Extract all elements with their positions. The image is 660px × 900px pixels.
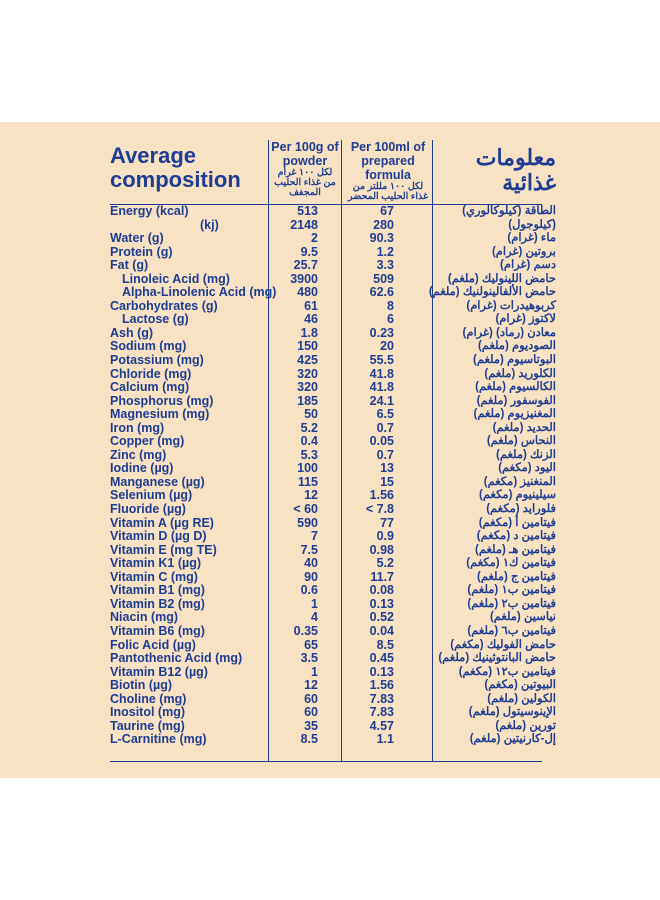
value-per-100ml: 7.83 bbox=[369, 705, 394, 720]
value-per-100ml: 509 bbox=[373, 271, 394, 286]
value-per-100g: 5.3 bbox=[300, 447, 318, 462]
nutrient-label: Vitamin K1 (µg) bbox=[110, 556, 202, 571]
value-per-100g: 1 bbox=[311, 664, 318, 679]
column-header-per-100g-ar: لكل ١٠٠ غرام من غذاء الحليب المجفف bbox=[274, 167, 336, 198]
nutrient-label: Linoleic Acid (mg) bbox=[122, 271, 230, 286]
value-per-100g: 25.7 bbox=[293, 258, 318, 273]
value-per-100ml: 0.45 bbox=[369, 651, 394, 666]
value-per-100ml: 4.57 bbox=[369, 718, 394, 733]
value-per-100ml: 1.1 bbox=[376, 732, 394, 747]
nutrient-label-arabic: المنغنيز (مكغم) bbox=[483, 475, 556, 488]
nutrient-label-arabic: دسم (غرام) bbox=[500, 259, 556, 272]
nutrient-label: Sodium (mg) bbox=[110, 339, 187, 354]
nutrient-label: Niacin (mg) bbox=[110, 610, 179, 625]
nutrient-label: Vitamin B6 (mg) bbox=[110, 623, 205, 638]
nutrient-label-arabic: بروتين (غرام) bbox=[491, 245, 556, 258]
table-row bbox=[0, 219, 660, 233]
value-per-100g: 2148 bbox=[290, 217, 318, 232]
value-per-100ml: 8.5 bbox=[376, 637, 394, 652]
nutrient-label-arabic: فيتامين أ (مكغم) bbox=[478, 516, 556, 529]
nutrient-label-arabic: ماء (غرام) bbox=[507, 232, 556, 245]
nutrient-label-arabic: الزنك (ملغم) bbox=[496, 448, 556, 461]
nutrient-label: Selenium (µg) bbox=[110, 488, 193, 503]
nutrient-label: Folic Acid (µg) bbox=[110, 637, 196, 652]
value-per-100g: 8.5 bbox=[300, 732, 318, 747]
table-row bbox=[0, 666, 660, 680]
table-row bbox=[0, 530, 660, 544]
nutrient-label: Manganese (µg) bbox=[110, 474, 205, 489]
nutrition-table bbox=[0, 205, 660, 747]
nutrient-label-arabic: الصوديوم (ملغم) bbox=[477, 340, 556, 353]
nutrient-label-arabic: الإينوسيتول (ملغم) bbox=[468, 706, 556, 719]
value-per-100g: 150 bbox=[297, 339, 318, 354]
nutrient-label-arabic: فيتامين د (مكغم) bbox=[476, 530, 556, 543]
nutrient-label-arabic: حامض اللينوليك (ملغم) bbox=[447, 272, 556, 285]
value-per-100g: 2 bbox=[311, 231, 318, 246]
table-row bbox=[0, 381, 660, 395]
value-per-100ml: 280 bbox=[373, 217, 394, 232]
table-row bbox=[0, 259, 660, 273]
table-row bbox=[0, 557, 660, 571]
value-per-100ml: 7.83 bbox=[369, 691, 394, 706]
value-per-100ml: 0.04 bbox=[369, 623, 394, 638]
nutrient-label-arabic: الحديد (ملغم) bbox=[492, 421, 556, 434]
table-row bbox=[0, 340, 660, 354]
nutrient-label: Alpha-Linolenic Acid (mg) bbox=[122, 285, 277, 300]
nutrient-label-arabic: الكلوريد (ملغم) bbox=[484, 367, 556, 380]
column-header-per-100ml bbox=[343, 140, 433, 202]
value-per-100ml: 62.6 bbox=[369, 285, 394, 300]
value-per-100ml: 67 bbox=[380, 204, 394, 218]
title-arabic: معلومات غذائية bbox=[475, 145, 556, 195]
nutrient-label-arabic: سيلينيوم (مكغم) bbox=[479, 489, 556, 502]
nutrient-label-arabic: تورين (ملغم) bbox=[495, 719, 556, 732]
value-per-100g: 480 bbox=[297, 285, 318, 300]
table-row bbox=[0, 354, 660, 368]
value-per-100g: 0.35 bbox=[293, 623, 318, 638]
value-per-100g: 320 bbox=[297, 366, 318, 381]
nutrient-label-arabic: النحاس (ملغم) bbox=[486, 435, 556, 448]
table-row bbox=[0, 300, 660, 314]
nutrient-label: Fluoride (µg) bbox=[110, 502, 186, 517]
nutrient-label: Protein (g) bbox=[110, 244, 173, 259]
value-per-100g: 61 bbox=[304, 298, 318, 313]
table-row bbox=[0, 246, 660, 260]
nutrient-label-arabic: اليود (مكغم) bbox=[498, 462, 556, 475]
nutrient-label-arabic: البيوتين (مكغم) bbox=[484, 679, 556, 692]
nutrient-label-arabic: فيتامين ب١ (ملغم) bbox=[467, 584, 556, 597]
value-per-100g: 12 bbox=[304, 678, 318, 693]
value-per-100ml: 41.8 bbox=[369, 380, 394, 395]
table-row bbox=[0, 652, 660, 666]
nutrient-label: Vitamin D (µg D) bbox=[110, 529, 207, 544]
value-per-100ml: 1.2 bbox=[376, 244, 394, 259]
nutrient-label-arabic: فيتامين ب٢ (ملغم) bbox=[467, 597, 556, 610]
table-row bbox=[0, 286, 660, 300]
value-per-100g: 115 bbox=[297, 474, 318, 489]
table-row bbox=[0, 679, 660, 693]
table-row bbox=[0, 611, 660, 625]
nutrient-label-arabic: معادن (رماد) (غرام) bbox=[462, 326, 556, 339]
table-row bbox=[0, 462, 660, 476]
value-per-100ml: 24.1 bbox=[369, 393, 394, 408]
value-per-100ml: 0.7 bbox=[376, 420, 394, 435]
value-per-100g: 40 bbox=[304, 556, 318, 571]
nutrient-label-arabic: فيتامين هـ (ملغم) bbox=[475, 543, 556, 556]
value-per-100ml: 6 bbox=[387, 312, 394, 327]
table-row bbox=[0, 517, 660, 531]
nutrient-label: Vitamin A (µg RE) bbox=[110, 515, 214, 530]
nutrient-label-arabic: الطاقة (كيلوكالوري) bbox=[462, 205, 556, 217]
nutrient-label-arabic: حامض البانتوثينيك (ملغم) bbox=[438, 652, 556, 665]
value-per-100ml: 20 bbox=[380, 339, 394, 354]
nutrient-label: Choline (mg) bbox=[110, 691, 187, 706]
value-per-100g: 4 bbox=[311, 610, 318, 625]
value-per-100g: 185 bbox=[297, 393, 318, 408]
nutrient-label: Copper (mg) bbox=[110, 434, 185, 449]
value-per-100g: 0.6 bbox=[300, 583, 318, 598]
nutrient-label: Energy (kcal) bbox=[110, 204, 189, 218]
table-row bbox=[0, 720, 660, 734]
nutrient-label-arabic: فلورايد (مكغم) bbox=[486, 503, 556, 516]
table-row bbox=[0, 476, 660, 490]
value-per-100g: 7.5 bbox=[300, 542, 318, 557]
nutrient-label: Phosphorus (mg) bbox=[110, 393, 214, 408]
nutrient-label-arabic: البوتاسيوم (ملغم) bbox=[472, 354, 556, 367]
nutrient-label: Inositol (mg) bbox=[110, 705, 185, 720]
value-per-100ml: 3.3 bbox=[376, 258, 394, 273]
value-per-100ml: 6.5 bbox=[376, 407, 394, 422]
value-per-100ml: 13 bbox=[380, 461, 394, 476]
value-per-100g: 0.4 bbox=[300, 434, 318, 449]
table-row bbox=[0, 503, 660, 517]
nutrient-label-arabic: حامض الألفالينولنيك (ملغم) bbox=[428, 286, 556, 299]
value-per-100g: 50 bbox=[304, 407, 318, 422]
nutrient-label: Magnesium (mg) bbox=[110, 407, 210, 422]
table-row bbox=[0, 571, 660, 585]
nutrient-label: Zinc (mg) bbox=[110, 447, 167, 462]
table-row bbox=[0, 693, 660, 707]
table-row bbox=[0, 733, 660, 747]
table-row bbox=[0, 395, 660, 409]
nutrient-label: Water (g) bbox=[110, 231, 164, 246]
nutrient-label-arabic: لاكتوز (غرام) bbox=[495, 313, 556, 326]
table-row bbox=[0, 273, 660, 287]
value-per-100ml: 15 bbox=[380, 474, 394, 489]
table-row bbox=[0, 232, 660, 246]
value-per-100g: 3.5 bbox=[300, 651, 318, 666]
nutrient-label-arabic: الفوسفور (ملغم) bbox=[476, 394, 556, 407]
table-row bbox=[0, 489, 660, 503]
value-per-100g: 5.2 bbox=[300, 420, 318, 435]
nutrient-label: Vitamin B2 (mg) bbox=[110, 596, 205, 611]
value-per-100g: 60 bbox=[304, 691, 318, 706]
table-row bbox=[0, 368, 660, 382]
nutrient-label: Vitamin C (mg) bbox=[110, 569, 198, 584]
table-row bbox=[0, 639, 660, 653]
table-row bbox=[0, 422, 660, 436]
nutrient-label: Potassium (mg) bbox=[110, 353, 204, 368]
value-per-100ml: 77 bbox=[380, 515, 394, 530]
nutrient-label-arabic: الكالسيوم (ملغم) bbox=[475, 381, 556, 394]
nutrient-label-arabic: فيتامين ب١٢ (مكغم) bbox=[458, 665, 556, 678]
value-per-100g: < 60 bbox=[293, 502, 318, 517]
value-per-100g: 100 bbox=[297, 461, 318, 476]
nutrient-label-arabic: إل-كارنيتين (ملغم) bbox=[469, 733, 556, 746]
nutrient-label-arabic: حامض الفوليك (مكغم) bbox=[450, 638, 556, 651]
nutrient-label: L-Carnitine (mg) bbox=[110, 732, 207, 747]
value-per-100g: 1.8 bbox=[300, 325, 318, 340]
column-header-per-100ml-en: Per 100ml of prepared formula bbox=[350, 140, 426, 182]
table-row bbox=[0, 584, 660, 598]
table-row bbox=[0, 544, 660, 558]
value-per-100g: 60 bbox=[304, 705, 318, 720]
table-row bbox=[0, 449, 660, 463]
value-per-100ml: 0.05 bbox=[369, 434, 394, 449]
value-per-100ml: 11.7 bbox=[370, 569, 394, 584]
table-row bbox=[0, 408, 660, 422]
nutrient-label: Fat (g) bbox=[110, 258, 149, 273]
column-header-per-100g bbox=[271, 140, 339, 198]
column-header-per-100ml-ar: لكل ١٠٠ مللتر من غذاء الحليب المحضر bbox=[348, 181, 428, 202]
bottom-divider bbox=[110, 761, 542, 762]
nutrient-label-arabic: نياسين (ملغم) bbox=[489, 611, 556, 624]
value-per-100ml: 5.2 bbox=[376, 556, 394, 571]
value-per-100g: 425 bbox=[297, 353, 318, 368]
nutrient-label: Iron (mg) bbox=[110, 420, 165, 435]
value-per-100ml: 0.23 bbox=[369, 325, 394, 340]
title-english: Average composition bbox=[110, 143, 241, 192]
value-per-100g: 1 bbox=[311, 596, 318, 611]
nutrient-label: Biotin (µg) bbox=[110, 678, 173, 693]
value-per-100ml: 1.56 bbox=[369, 678, 394, 693]
nutrient-label-arabic: كربوهيدرات (غرام) bbox=[466, 299, 556, 312]
value-per-100ml: 1.56 bbox=[369, 488, 394, 503]
nutrient-label: Pantothenic Acid (mg) bbox=[110, 651, 243, 666]
value-per-100ml: 90.3 bbox=[369, 231, 394, 246]
value-per-100g: 9.5 bbox=[300, 244, 318, 259]
nutrient-label: Vitamin E (mg TE) bbox=[110, 542, 217, 557]
table-row bbox=[0, 706, 660, 720]
value-per-100g: 513 bbox=[297, 204, 318, 218]
nutrient-label: Lactose (g) bbox=[122, 312, 189, 327]
table-row bbox=[0, 625, 660, 639]
nutrient-label-arabic: الكولين (ملغم) bbox=[487, 692, 556, 705]
value-per-100ml: < 7.8 bbox=[365, 502, 394, 517]
value-per-100ml: 0.13 bbox=[369, 664, 394, 679]
value-per-100g: 12 bbox=[304, 488, 318, 503]
value-per-100ml: 0.08 bbox=[369, 583, 394, 598]
value-per-100g: 7 bbox=[311, 529, 318, 544]
column-header-per-100g-en: Per 100g of powder bbox=[271, 140, 339, 168]
nutrient-label: Carbohydrates (g) bbox=[110, 298, 218, 313]
nutrient-label-arabic: فيتامين ب٦ (ملغم) bbox=[467, 624, 556, 637]
value-per-100ml: 0.52 bbox=[369, 610, 394, 625]
nutrient-label-arabic: فيتامين ج (ملغم) bbox=[477, 570, 556, 583]
nutrient-label: Vitamin B1 (mg) bbox=[110, 583, 205, 598]
value-per-100ml: 0.7 bbox=[376, 447, 394, 462]
nutrient-label-arabic: فيتامين ك١ (مكغم) bbox=[466, 557, 556, 570]
value-per-100g: 590 bbox=[297, 515, 318, 530]
nutrient-label: Ash (g) bbox=[110, 325, 154, 340]
value-per-100g: 46 bbox=[304, 312, 318, 327]
nutrient-label: Chloride (mg) bbox=[110, 366, 192, 381]
value-per-100ml: 0.13 bbox=[369, 596, 394, 611]
nutrient-label: (kj) bbox=[200, 217, 219, 232]
table-row bbox=[0, 598, 660, 612]
table-row bbox=[0, 327, 660, 341]
nutrient-label: Iodine (µg) bbox=[110, 461, 174, 476]
nutrient-label-arabic: المغنيزيوم (ملغم) bbox=[473, 408, 556, 421]
table-row bbox=[0, 435, 660, 449]
nutrient-label: Calcium (mg) bbox=[110, 380, 190, 395]
table-row bbox=[0, 205, 660, 219]
nutrient-label: Taurine (mg) bbox=[110, 718, 185, 733]
value-per-100g: 320 bbox=[297, 380, 318, 395]
value-per-100ml: 8 bbox=[387, 298, 394, 313]
nutrient-label-arabic: (كيلوجول) bbox=[508, 218, 556, 231]
value-per-100ml: 0.9 bbox=[376, 529, 394, 544]
value-per-100g: 90 bbox=[304, 569, 318, 584]
nutrient-label: Vitamin B12 (µg) bbox=[110, 664, 208, 679]
value-per-100g: 3900 bbox=[290, 271, 318, 286]
table-row bbox=[0, 313, 660, 327]
value-per-100g: 65 bbox=[304, 637, 318, 652]
value-per-100ml: 0.98 bbox=[369, 542, 394, 557]
value-per-100ml: 41.8 bbox=[369, 366, 394, 381]
value-per-100ml: 55.5 bbox=[369, 353, 394, 368]
value-per-100g: 35 bbox=[304, 718, 318, 733]
